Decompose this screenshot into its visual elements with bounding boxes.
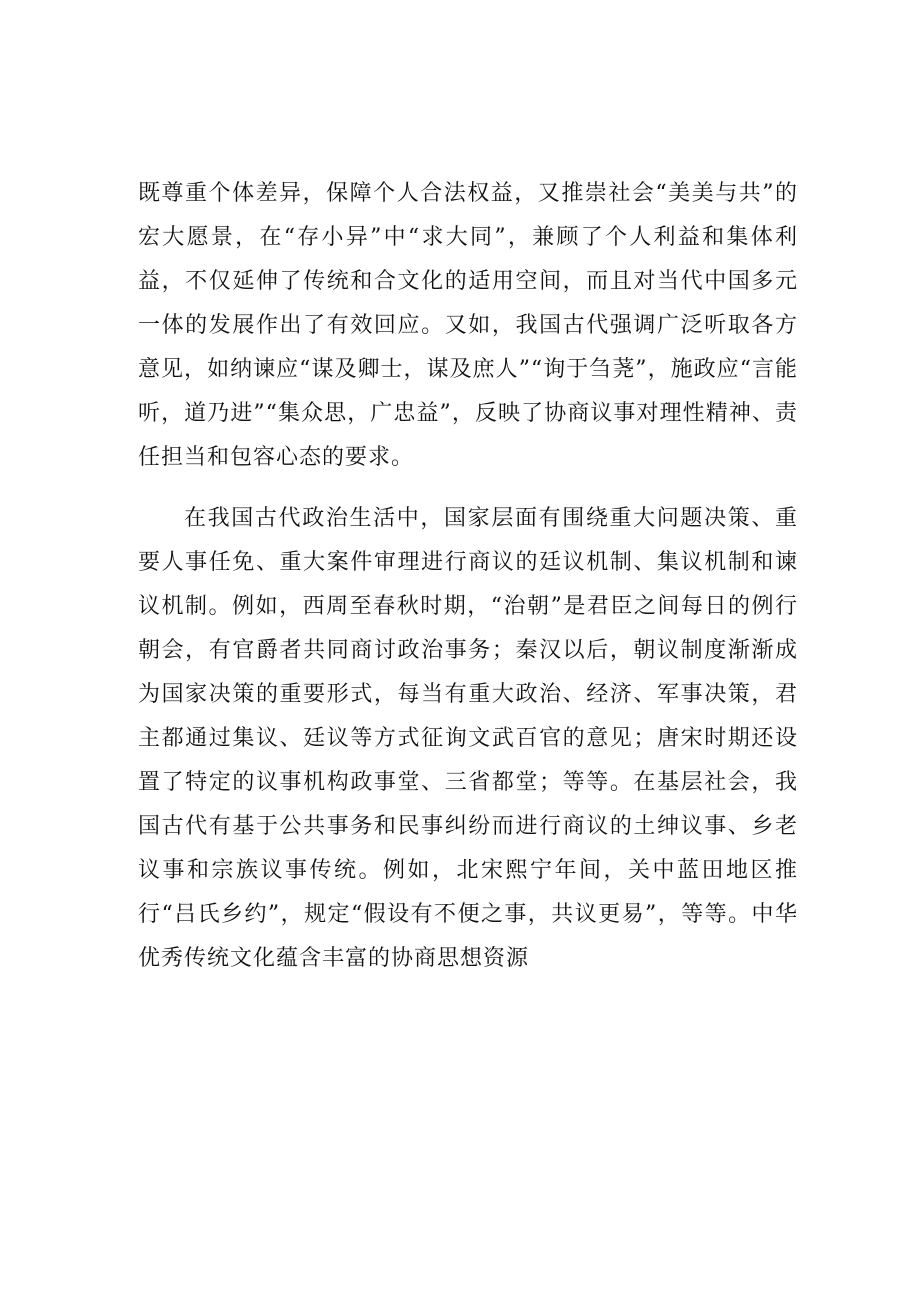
- document-body: [138, 172, 798, 981]
- paragraph-1: 既尊重个体差异，保障个人合法权益，又推崇社会“美美与共”的宏大愿景，在“存小异”中“求大同”，兼顾了个人利益和集体利益，不仅延伸了传统和合文化的适用空间，而且对当代中国多元一体的发展作出了有效回应。又如，我国古代强调广泛听取各方意见，如纳谏应“谋及卿士，谋及庶人”“询于刍荛”，施政应“言能听，道乃进”“集众思，广忠益”，反映了协商议事对理性精神、责任担当和包容心态的要求。: [138, 181, 798, 470]
- paragraph-2: 在我国古代政治生活中，国家层面有围绕重大问题决策、重要人事任免、重大案件审理进行商议的廷议机制、集议机制和谏议机制。例如，西周至春秋时期，“治朝”是君臣之间每日的例行朝会，有官爵者共同商讨政治事务；秦汉以后，朝议制度渐渐成为国家决策的重要形式，每当有重大政治、经济、军事决策，君主都通过集议、廷议等方式征询文武百官的意见；唐宋时期还设置了特定的议事机构政事堂、三省都堂；等等。在基层社会，我国古代有基于公共事务和民事纠纷而进行商议的土绅议事、乡老议事和宗族议事传统。例如，北宋熙宁年间，关中蓝田地区推行“吕氏乡约”，规定“假设有不便之事，共议更易”，等等。中华优秀传统文化蕴含丰富的协商思想资源: [138, 506, 798, 971]
